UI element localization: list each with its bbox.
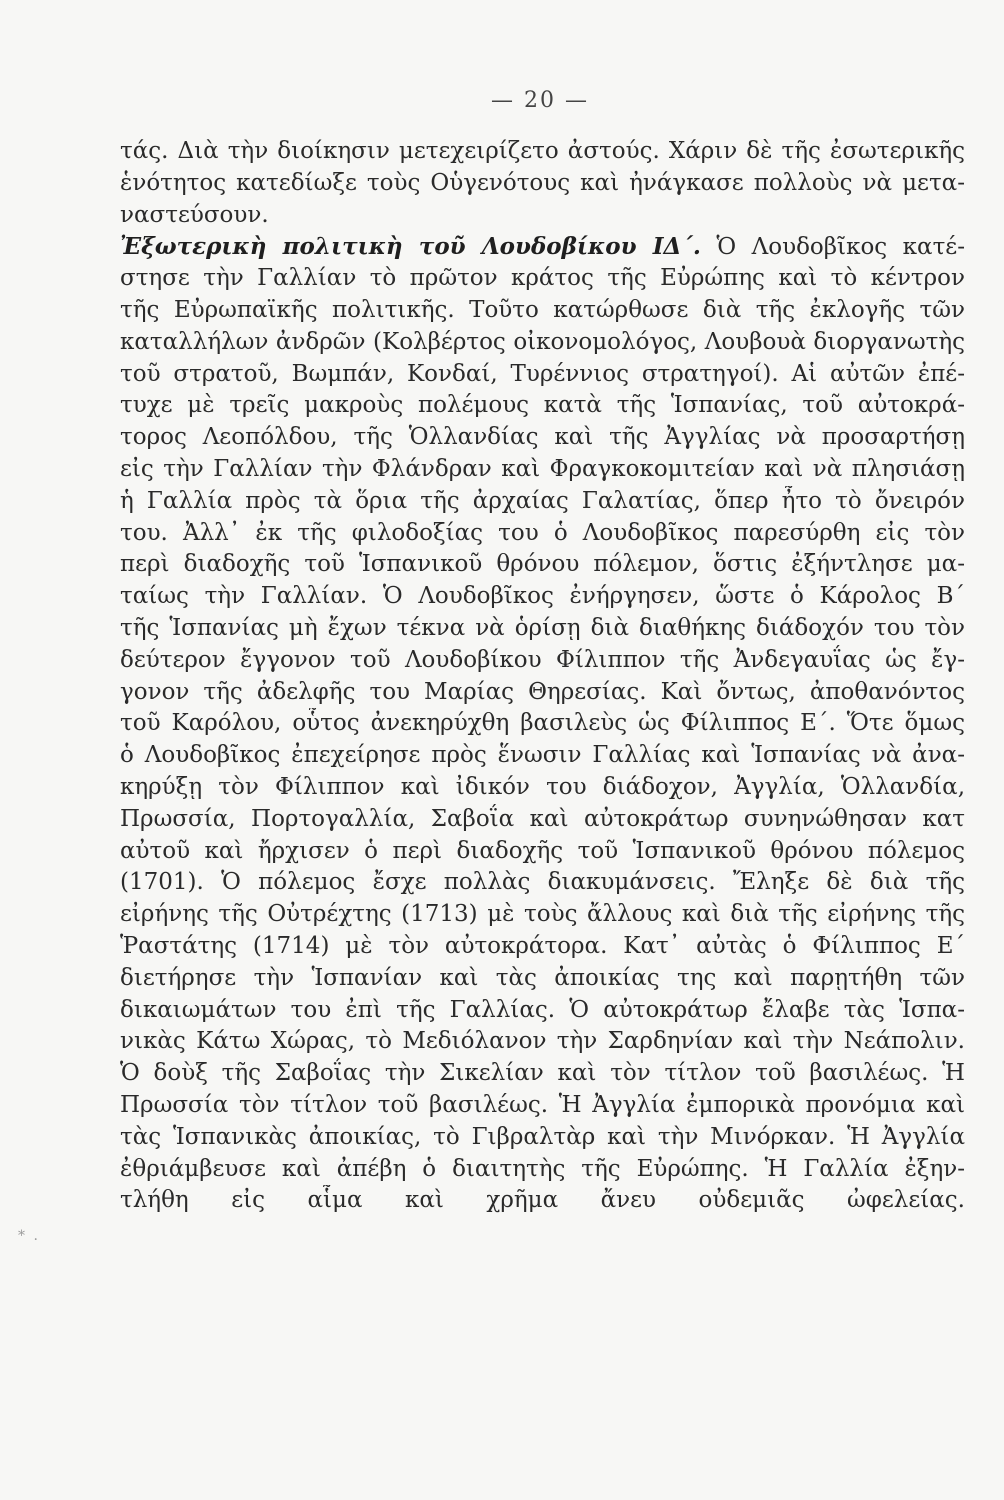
text-line: ἡ Γαλλία πρὸς τὰ ὅρια τῆς ἀρχαίας Γαλατίας, ὅπερ ἦτο τὸ ὄνειρόν <box>120 487 965 514</box>
text-line: τυχε μὲ τρεῖς μακροὺς πολέμους κατὰ τῆς Ἱσπανίας, τοῦ αὐτοκρά- <box>120 392 965 419</box>
text-line: Πρωσσία τὸν τίτλον τοῦ βασιλέως. Ἡ Ἀγγλία ἐμπορικὰ προνόμια καὶ <box>120 1091 965 1118</box>
body-text <box>120 136 965 1249</box>
text-line: Πρωσσία, Πορτογαλλία, Σαβοΐα καὶ αὐτοκράτωρ συνηνώθησαν κατ <box>120 805 965 832</box>
text-line: ὁ Λουδοβῖκος ἐπεχείρησε πρὸς ἕνωσιν Γαλλίας καὶ Ἱσπανίας νὰ ἀνα- <box>120 742 965 769</box>
text-line: τῆς Ἱσπανίας μὴ ἔχων τέκνα νὰ ὁρίσῃ διὰ διαθήκης διάδοχόν του τὸν <box>120 614 965 641</box>
text-line: γονον τῆς ἀδελφῆς του Μαρίας Θηρεσίας. Καὶ ὄντως, ἀποθανόντος <box>120 678 965 705</box>
text-line: περὶ διαδοχῆς τοῦ Ἱσπανικοῦ θρόνου πόλεμον, ὅστις ἐξήντλησε μα- <box>120 551 965 578</box>
text-line: τλήθη εἰς αἷμα καὶ χρῆμα ἄνευ οὐδεμιᾶς ὠφελείας. <box>120 1187 965 1214</box>
text-line <box>120 1217 965 1249</box>
text-line: ναστεύσουν. <box>120 201 269 228</box>
text-line: ἐθριάμβευσε καὶ ἀπέβη ὁ διαιτητὴς τῆς Εὐρώπης. Ἡ Γαλλία ἐξην- <box>120 1155 965 1182</box>
text-line: τορος Λεοπόλδου, τῆς Ὁλλανδίας καὶ τῆς Ἀγγλίας νὰ προσαρτήσῃ <box>120 424 965 451</box>
text-line: Ὁ δοὺξ τῆς Σαβοΐας τὴν Σικελίαν καὶ τὸν τίτλον τοῦ βασιλέως. Ἡ <box>120 1060 965 1087</box>
text-line: Ῥαστάτης (1714) μὲ τὸν αὐτοκράτορα. Κατ᾿ αὐτὰς ὁ Φίλιππος Ε΄ <box>120 932 965 959</box>
text-line: δικαιωμάτων του ἐπὶ τῆς Γαλλίας. Ὁ αὐτοκράτωρ ἔλαβε τὰς Ἱσπα- <box>120 996 965 1023</box>
text-line: ταίως τὴν Γαλλίαν. Ὁ Λουδοβῖκος ἐνήργησεν, ὥστε ὁ Κάρολος Β΄ <box>120 583 965 610</box>
text-line: τοῦ στρατοῦ, Βωμπάν, Κονδαί, Τυρέννιος στρατηγοί). Αἱ αὐτῶν ἐπέ- <box>120 360 965 387</box>
text-line: καταλλήλων ἀνδρῶν (Κολβέρτος οἰκονομολόγος, Λουβουὰ διοργανωτὴς <box>120 328 965 355</box>
text-line: τοῦ Καρόλου, οὗτος ἀνεκηρύχθη βασιλεὺς ὡς Φίλιππος Ε΄. Ὅτε ὅμως <box>120 710 965 737</box>
text-line: του. Ἀλλ᾿ ἐκ τῆς φιλοδοξίας του ὁ Λουδοβῖκος παρεσύρθη εἰς τὸν <box>120 519 965 546</box>
text-line: εἰρήνης τῆς Οὐτρέχτης (1713) μὲ τοὺς ἄλλους καὶ διὰ τῆς εἰρήνης τῆς <box>120 901 965 928</box>
text-line: δεύτερον ἔγγονον τοῦ Λουδοβίκου Φίλιππον τῆς Ἀνδεγαυΐας ὡς ἔγ- <box>120 646 965 673</box>
text-line: κηρύξῃ τὸν Φίλιππον καὶ ἰδικόν του διάδοχον, Ἀγγλία, Ὁλλανδία, <box>120 773 965 800</box>
text-line: τάς. Διὰ τὴν διοίκησιν μετεχειρίζετο ἀστούς. Χάριν δὲ τῆς ἐσωτερικῆς <box>120 138 965 164</box>
text-line-tail: Ὁ Λουδοβῖκος κατέ- <box>700 234 965 261</box>
text-line: νικὰς Κάτω Χώρας, τὸ Μεδιόλανον τὴν Σαρδηνίαν καὶ τὴν Νεάπολιν. <box>120 1028 965 1055</box>
text-line: στησε τὴν Γαλλίαν τὸ πρῶτον κράτος τῆς Εὐρώπης καὶ τὸ κέντρον <box>120 265 965 292</box>
text-line: τῆς Εὐρωπαϊκῆς πολιτικῆς. Τοῦτο κατώρθωσε διὰ τῆς ἐκλογῆς τῶν <box>120 296 965 323</box>
text-line: διετήρησε τὴν Ἱσπανίαν καὶ τὰς ἀποικίας της καὶ παρῃτήθη τῶν <box>120 964 965 991</box>
section-heading-line <box>120 231 965 263</box>
section-heading: Ἐξωτερικὴ πολιτικὴ τοῦ Λουδοβίκου ΙΔ΄. <box>120 233 701 261</box>
text-line: (1701). Ὁ πόλεμος ἔσχε πολλὰς διακυμάνσεις. Ἔληξε δὲ διὰ τῆς <box>120 869 965 896</box>
text-line: τὰς Ἱσπανικὰς ἀποικίας, τὸ Γιβραλτὰρ καὶ τὴν Μινόρκαν. Ἡ Ἀγγλία <box>120 1123 965 1150</box>
margin-mark: * . <box>18 1228 40 1244</box>
page-number: — 20 — <box>491 88 589 113</box>
text-line: εἰς τὴν Γαλλίαν τὴν Φλάνδραν καὶ Φραγκοκομιτείαν καὶ νὰ πλησιάσῃ <box>120 455 965 482</box>
text-line: αὐτοῦ καὶ ἤρχισεν ὁ περὶ διαδοχῆς τοῦ Ἱσπανικοῦ θρόνου πόλεμος <box>120 837 965 864</box>
text-line: ἑνότητος κατεδίωξε τοὺς Οὑγενότους καὶ ἠνάγκασε πολλοὺς νὰ μετα- <box>120 169 965 196</box>
